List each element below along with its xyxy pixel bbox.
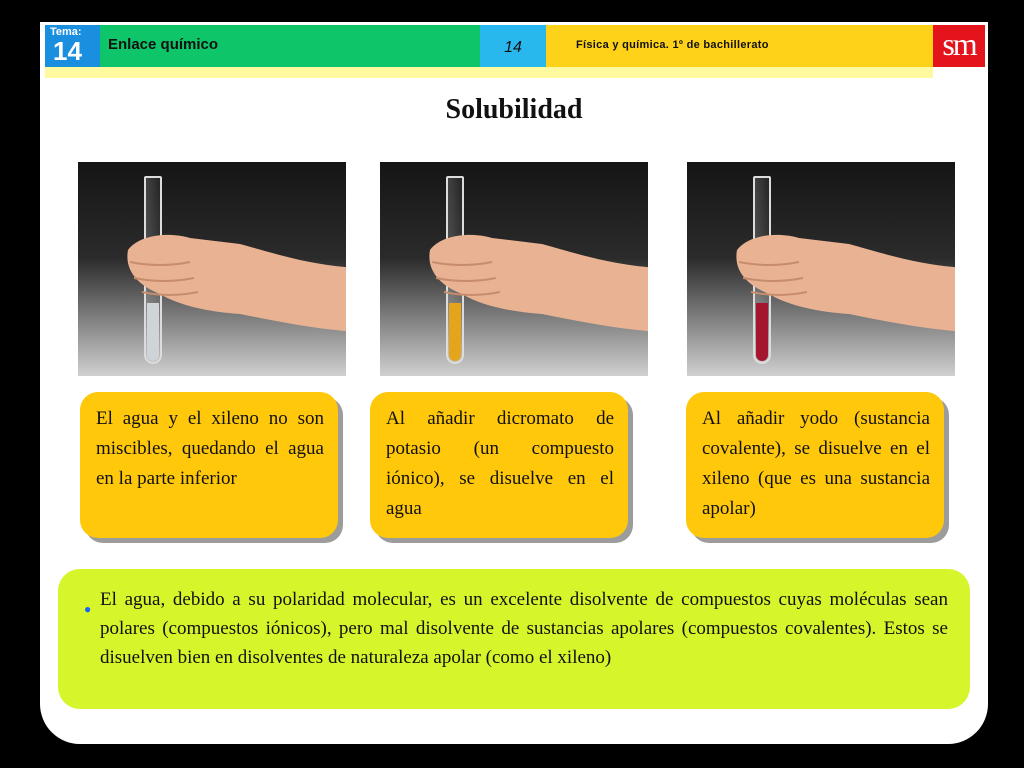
hand-icon bbox=[422, 222, 648, 332]
caption-box-3: Al añadir yodo (sustancia covalente), se disuelve en el xileno (que es una sustancia apolar) bbox=[686, 392, 944, 538]
header-stripe bbox=[45, 67, 933, 78]
test-tube-photo-1 bbox=[78, 162, 346, 376]
test-tube-photo-3 bbox=[687, 162, 955, 376]
caption-box-1: El agua y el xileno no son miscibles, quedando el agua en la parte inferior bbox=[80, 392, 338, 538]
publisher-logo: sm bbox=[933, 25, 985, 67]
course-title: Física y química. 1º de bachillerato bbox=[576, 39, 769, 51]
caption-box-2: Al añadir dicromato de potasio (un compuesto iónico), se disuelve en el agua bbox=[370, 392, 628, 538]
topic-banner bbox=[100, 25, 480, 67]
summary-text-block bbox=[80, 585, 948, 672]
tema-badge bbox=[45, 25, 100, 67]
summary-text: El agua, debido a su polaridad molecular, es un excelente disolvente de compuestos cuyas moléculas sean polares (compuestos iónicos), pero mal disolvente de sustancias apolares (compuestos covalentes). Estos se disuelven bien en disolventes de naturaleza apolar (como el xileno) bbox=[100, 589, 948, 668]
hand-icon bbox=[729, 222, 955, 332]
topic-title: Enlace químico bbox=[108, 36, 219, 53]
tema-number: 14 bbox=[53, 36, 82, 66]
page-title: Solubilidad bbox=[445, 94, 583, 125]
test-tube-photo-2 bbox=[380, 162, 648, 376]
slide bbox=[40, 22, 988, 744]
page-number: 14 bbox=[480, 25, 546, 67]
hand-icon bbox=[120, 222, 346, 332]
tema-label: Tema: bbox=[50, 26, 82, 38]
bullet-icon: ● bbox=[84, 602, 92, 616]
slide-header bbox=[40, 22, 988, 68]
summary-note bbox=[58, 569, 970, 709]
course-banner bbox=[546, 25, 933, 67]
